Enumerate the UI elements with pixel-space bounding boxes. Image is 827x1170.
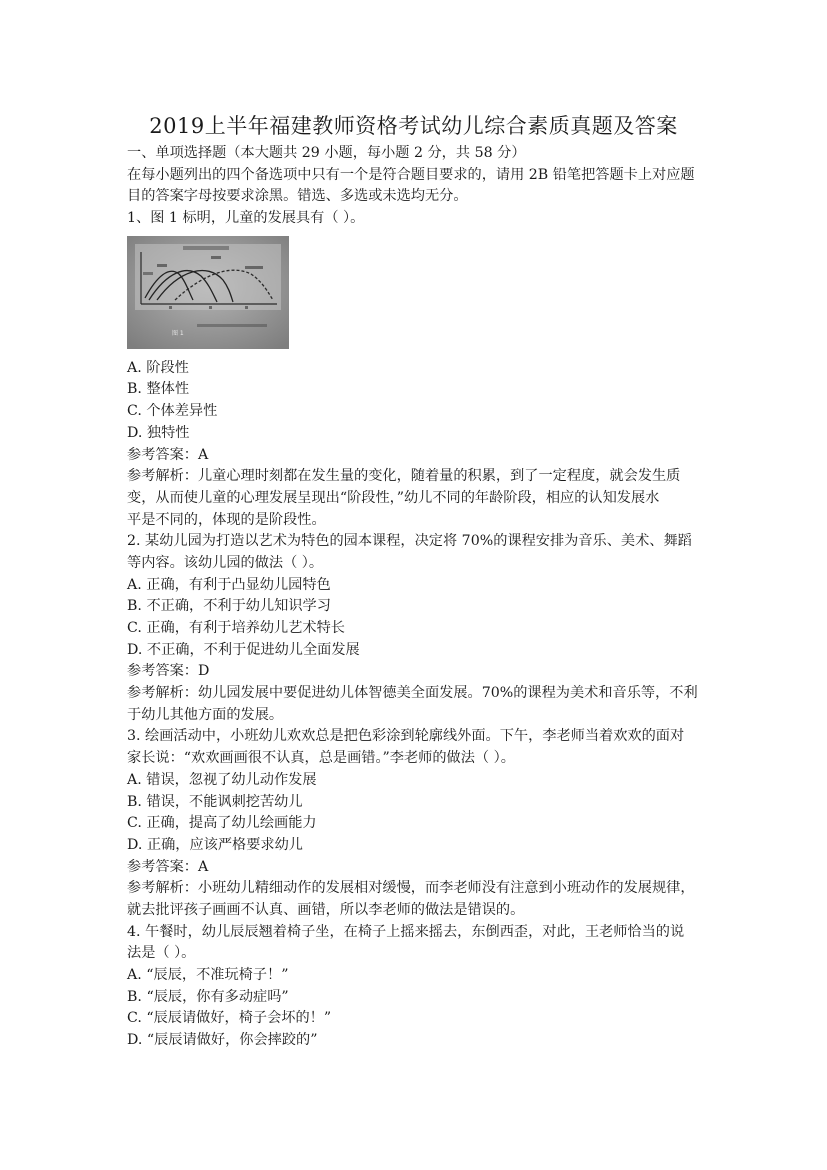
analysis-line: 平是不同的，体现的是阶段性。	[127, 511, 326, 528]
option-a: A. 正确，有利于凸显幼儿园特色	[127, 576, 331, 593]
option-d: D. 正确，应该严格要求幼儿	[127, 836, 303, 853]
option-d: D. “辰辰请做好，你会摔跤的”	[127, 1032, 318, 1049]
analysis-line: 参考解析：小班幼儿精细动作的发展相对缓慢，而李老师没有注意到小班动作的发展规律，	[127, 880, 695, 897]
option-c: C. 正确，有利于培养幼儿艺术特长	[127, 620, 345, 636]
question-4-stem: 法是（ ）。	[127, 945, 196, 962]
option-d: D. 独特性	[127, 424, 190, 441]
analysis-line: 于幼儿其他方面的发展。	[127, 706, 284, 723]
instructions-line: 在每小题列出的四个备选项中只有一个是符合题目要求的，请用 2B 铅笔把答题卡上对应题	[127, 166, 695, 183]
question-1-figure	[127, 236, 289, 349]
option-c: C. “辰辰请做好，椅子会坏的！”	[127, 1010, 332, 1027]
analysis-line: 参考解析：幼儿园发展中要促进幼儿体智德美全面发展。70%的课程为美术和音乐等，不利	[127, 685, 698, 702]
question-2-stem: 等内容。该幼儿园的做法（ ）。	[127, 554, 324, 571]
question-2-stem: 2. 某幼儿园为打造以艺术为特色的园本课程，决定将 70%的课程安排为音乐、美术、舞蹈	[127, 533, 692, 550]
option-d: D. 不正确，不利于促进幼儿全面发展	[127, 641, 360, 658]
answer-line: 参考答案：A	[127, 858, 209, 875]
option-a: A. 错误，忽视了幼儿动作发展	[127, 771, 317, 788]
analysis-line: 变，从而使儿童的心理发展呈现出“阶段性，”幼儿不同的年龄阶段，相应的认知发展水	[127, 489, 660, 506]
figure-caption: 图 1	[172, 330, 184, 338]
option-c: C. 正确，提高了幼儿绘画能力	[127, 815, 317, 832]
question-3-stem: 3. 绘画活动中，小班幼儿欢欢总是把色彩涂到轮廓线外面。下午，李老师当着欢欢的面对	[127, 728, 685, 745]
option-a: A. “辰辰，不准玩椅子！”	[127, 967, 289, 983]
analysis-line: 就去批评孩子画画不认真、画错，所以李老师的做法是错误的。	[127, 901, 525, 918]
instructions-line: 目的答案字母按要求涂黑。错选、多选或未选均无分。	[127, 188, 468, 205]
section-heading: 一、单项选择题（本大题共 29 小题，每小题 2 分，共 58 分）	[127, 145, 526, 161]
document-title: 2019上半年福建教师资格考试幼儿综合素质真题及答案	[149, 114, 678, 138]
question-4-stem: 4. 午餐时，幼儿辰辰翘着椅子坐，在椅子上摇来摇去，东倒西歪，对此，王老师恰当的说	[127, 923, 685, 940]
answer-line: 参考答案：D	[127, 663, 210, 680]
development-curves-image	[127, 236, 289, 349]
question-1-stem: 1、图 1 标明，儿童的发展具有（ ）。	[127, 210, 365, 227]
answer-line: 参考答案：A	[127, 446, 209, 463]
option-a: A. 阶段性	[127, 359, 189, 376]
option-b: B. 错误，不能讽刺挖苦幼儿	[127, 793, 303, 810]
document-body	[127, 143, 705, 1052]
analysis-line: 参考解析：儿童心理时刻都在发生量的变化，随着量的积累，到了一定程度，就会发生质	[127, 468, 681, 485]
option-b: B. 不正确，不利于幼儿知识学习	[127, 598, 331, 615]
option-b: B. 整体性	[127, 381, 190, 398]
question-3-stem: 家长说：“欢欢画画很不认真，总是画错。”李老师的做法（ ）。	[127, 750, 515, 767]
option-b: B. “辰辰，你有多动症吗”	[127, 988, 289, 1005]
option-c: C. 个体差异性	[127, 403, 218, 420]
